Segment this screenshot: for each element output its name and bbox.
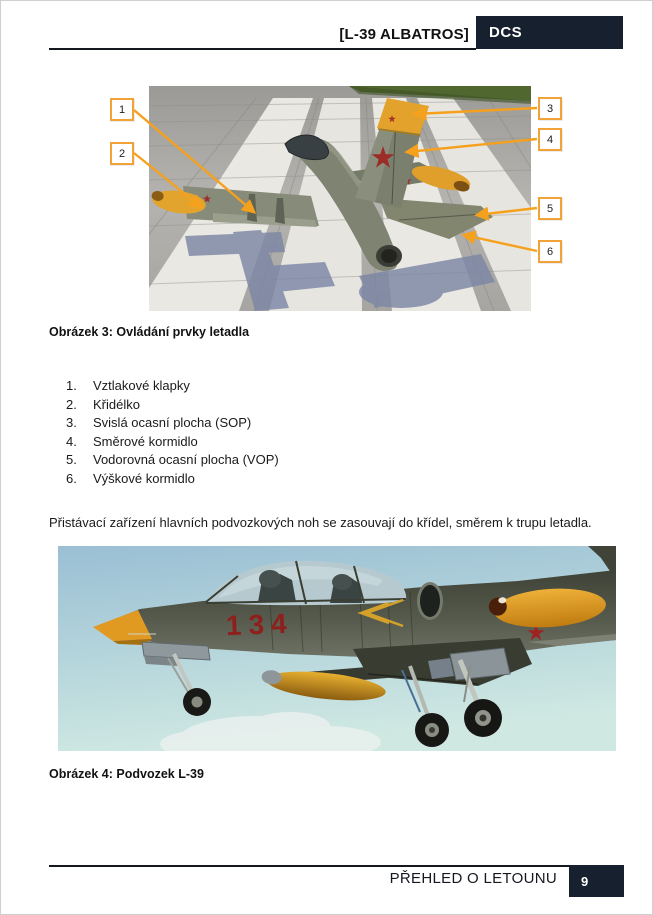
header-badge-dcs: DCS — [476, 16, 623, 49]
callout-6: 6 — [538, 240, 562, 263]
list-item — [66, 377, 279, 396]
list-item — [66, 396, 279, 415]
body-paragraph: Přistávací zařízení hlavních podvozkových noh se zasouvají do křídel, směrem k trupu letadla. — [49, 515, 592, 530]
list-item-label: Vodorovná ocasní plocha (VOP) — [93, 452, 279, 468]
header-title: [L-39 ALBATROS] — [339, 26, 469, 43]
list-item — [66, 414, 279, 433]
figure4-caption: Obrázek 4: Podvozek L-39 — [49, 767, 204, 781]
callout-3: 3 — [538, 97, 562, 120]
list-item-number: 1. — [66, 378, 77, 393]
list-item-number: 6. — [66, 470, 77, 486]
figure-control-surfaces — [1, 86, 653, 311]
list-item — [66, 470, 279, 489]
list-item — [66, 433, 279, 452]
list-item-label: Křidélko — [93, 396, 140, 412]
callout-1: 1 — [110, 98, 134, 121]
footer-section-title: PŘEHLED O LETOUNU — [389, 870, 557, 887]
list-item-number: 2. — [66, 396, 77, 412]
aircraft-in-flight-photo — [58, 546, 616, 751]
list-item-label: Svislá ocasní plocha (SOP) — [93, 415, 252, 431]
list-item-label: Směrové kormidlo — [93, 433, 198, 449]
list-item-number: 5. — [66, 452, 77, 468]
list-item — [66, 451, 279, 470]
list-item-number: 4. — [66, 433, 77, 449]
control-surfaces-list — [66, 377, 279, 489]
aircraft-on-runway-photo — [149, 86, 531, 311]
list-item-label: Vztlakové klapky — [93, 378, 190, 393]
callout-4: 4 — [538, 128, 562, 151]
footer-rule — [49, 865, 569, 867]
list-item-number: 3. — [66, 415, 77, 431]
list-item-label: Výškové kormidlo — [93, 470, 195, 486]
page-number-badge: 9 — [569, 865, 624, 897]
figure-landing-gear — [58, 546, 616, 751]
callout-2: 2 — [110, 142, 134, 165]
figure3-caption: Obrázek 3: Ovládání prvky letadla — [49, 325, 250, 339]
header-rule — [49, 48, 476, 50]
aircraft-number: 134 — [225, 607, 295, 642]
callout-5: 5 — [538, 197, 562, 220]
